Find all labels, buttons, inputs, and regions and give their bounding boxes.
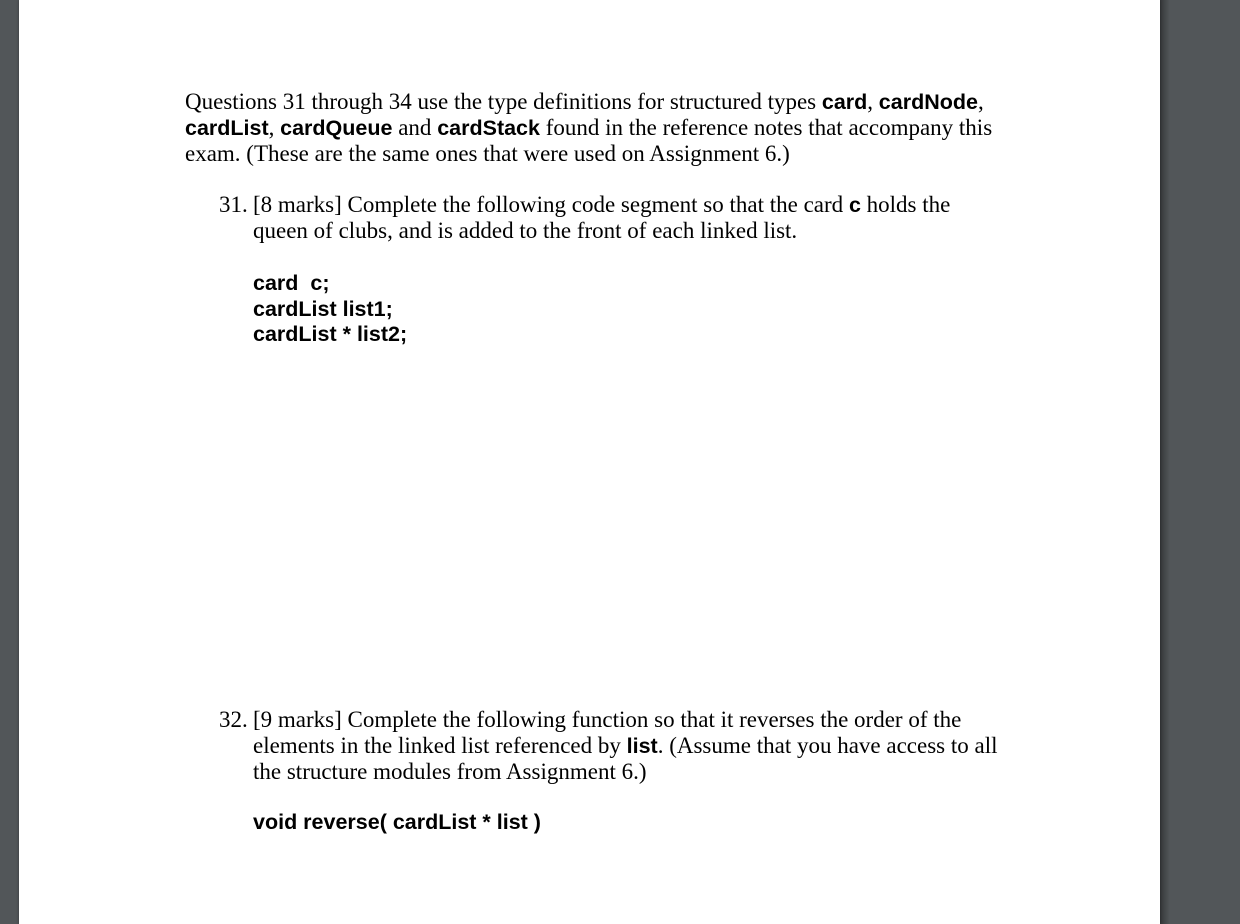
type-card: card [821,90,868,114]
question-text [253,192,1009,244]
code-block [253,810,1009,836]
type-cardnode: cardNode [878,90,978,114]
question-31 [219,192,1009,348]
question-text [253,707,1009,785]
intro-text-end: found in the reference notes that accompany this exam. (These are the same ones that were used on Assignment 6.) [185,115,993,166]
question-text-part: [8 marks] Complete the following code segment so that the card [253,192,849,217]
page-shadow [1160,0,1170,924]
code-line: cardList * list2; [253,322,408,346]
type-cardlist: cardList [185,116,269,140]
code-line: cardList list1; [253,296,393,321]
type-cardqueue: cardQueue [280,116,393,140]
intro-separator: , [867,89,879,114]
intro-separator: , [268,115,281,140]
question-32 [219,707,1009,836]
question-number: 32. [219,707,248,732]
intro-separator: , [977,89,984,114]
intro-paragraph [185,89,1005,167]
code-line: card c; [253,271,330,295]
question-text-part: [9 marks] Complete the following function so that it reverses the order of the elements in the linked list referenced by [253,707,962,758]
question-number: 31. [219,192,248,217]
question-text-part: holds the queen of clubs, and is added to the front of each linked list. [253,192,951,243]
type-cardstack: cardStack [437,116,540,140]
intro-separator: and [392,115,438,140]
intro-text: Questions 31 through 34 use the type definitions for structured types [185,89,822,114]
var-list: list [626,734,658,758]
code-block [253,271,1009,348]
code-line: void reverse( cardList * list ) [253,810,541,834]
question-text-part: . (Assume that you have access to all the structure modules from Assignment 6.) [253,733,998,784]
var-c: c [848,193,861,217]
